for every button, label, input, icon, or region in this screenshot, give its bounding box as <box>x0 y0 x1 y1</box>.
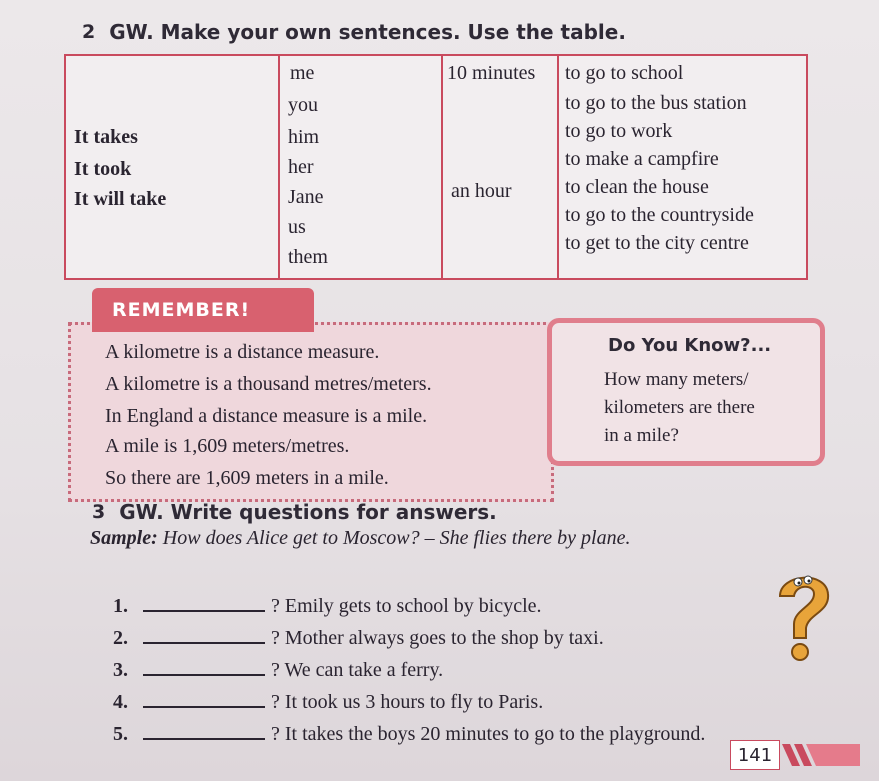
remember-line: A kilometre is a distance measure. <box>105 341 380 363</box>
question-number: 1. <box>113 595 128 617</box>
answer-blank[interactable] <box>143 656 265 676</box>
sentence-table <box>64 54 808 280</box>
remember-label: REMEMBER! <box>92 288 314 332</box>
task-2-title: GW. Make your own sentences. Use the table. <box>109 20 626 44</box>
page-stripes-decoration <box>782 744 860 766</box>
table-cell: you <box>288 94 318 116</box>
remember-line: In England a distance measure is a mile. <box>105 405 428 427</box>
sample-label: Sample: <box>90 527 158 549</box>
sample-sentence <box>90 527 630 550</box>
table-cell: an hour <box>451 180 512 202</box>
table-cell: me <box>290 62 315 84</box>
answer-blank[interactable] <box>143 720 265 740</box>
question-item <box>113 656 443 682</box>
table-cell: It takes <box>74 126 138 148</box>
remember-line: A kilometre is a thousand metres/meters. <box>105 373 432 395</box>
table-column-person <box>278 56 443 278</box>
answer-blank[interactable] <box>143 592 265 612</box>
table-cell: It will take <box>74 188 167 210</box>
sample-text: How does Alice get to Moscow? – She flies there by plane. <box>157 527 631 549</box>
answer-blank[interactable] <box>143 624 265 644</box>
task-3-number: 3 <box>92 501 106 523</box>
question-item <box>113 720 705 746</box>
task-3-heading <box>92 500 497 524</box>
table-cell: to clean the house <box>565 176 709 198</box>
question-answer-text: ? Mother always goes to the shop by taxi. <box>271 627 604 649</box>
task-2-heading <box>82 20 626 44</box>
table-cell: 10 minutes <box>447 62 536 84</box>
do-you-know-line: in a mile? <box>604 425 679 446</box>
do-you-know-box <box>547 318 825 466</box>
question-number: 5. <box>113 723 128 745</box>
table-cell: to go to the bus station <box>565 92 747 114</box>
question-answer-text: ? It took us 3 hours to fly to Paris. <box>271 691 544 713</box>
remember-line: A mile is 1,609 meters/metres. <box>105 435 350 457</box>
table-cell: to make a campfire <box>565 148 719 170</box>
table-cell: to go to school <box>565 62 684 84</box>
question-item <box>113 688 543 714</box>
table-cell: to go to work <box>565 120 673 142</box>
question-mark-icon <box>768 566 838 662</box>
table-column-activity <box>557 56 806 278</box>
table-cell: Jane <box>288 186 324 208</box>
question-number: 4. <box>113 691 128 713</box>
do-you-know-title: Do You Know?... <box>608 335 772 356</box>
task-2-number: 2 <box>82 21 96 43</box>
answer-blank[interactable] <box>143 688 265 708</box>
table-cell: to go to the countryside <box>565 204 754 226</box>
do-you-know-line: How many meters/ <box>604 369 749 390</box>
question-answer-text: ? It takes the boys 20 minutes to go to the playground. <box>271 723 706 745</box>
page-number: 141 <box>730 740 780 770</box>
page-number-area <box>730 740 860 770</box>
table-cell: him <box>288 126 320 148</box>
question-answer-text: ? We can take a ferry. <box>271 659 444 681</box>
table-cell: It took <box>74 158 132 180</box>
table-cell: her <box>288 156 314 178</box>
question-answer-text: ? Emily gets to school by bicycle. <box>271 595 542 617</box>
question-item <box>113 592 542 618</box>
question-item <box>113 624 604 650</box>
question-number: 3. <box>113 659 128 681</box>
table-column-subject-verb <box>66 56 280 278</box>
remember-box <box>68 322 554 502</box>
do-you-know-line: kilometers are there <box>604 397 755 418</box>
table-cell: them <box>288 246 328 268</box>
table-cell: to get to the city centre <box>565 232 749 254</box>
table-column-time <box>441 56 559 278</box>
question-number: 2. <box>113 627 128 649</box>
task-3-title: GW. Write questions for answers. <box>119 500 497 524</box>
remember-line: So there are 1,609 meters in a mile. <box>105 467 389 489</box>
table-cell: us <box>288 216 306 238</box>
